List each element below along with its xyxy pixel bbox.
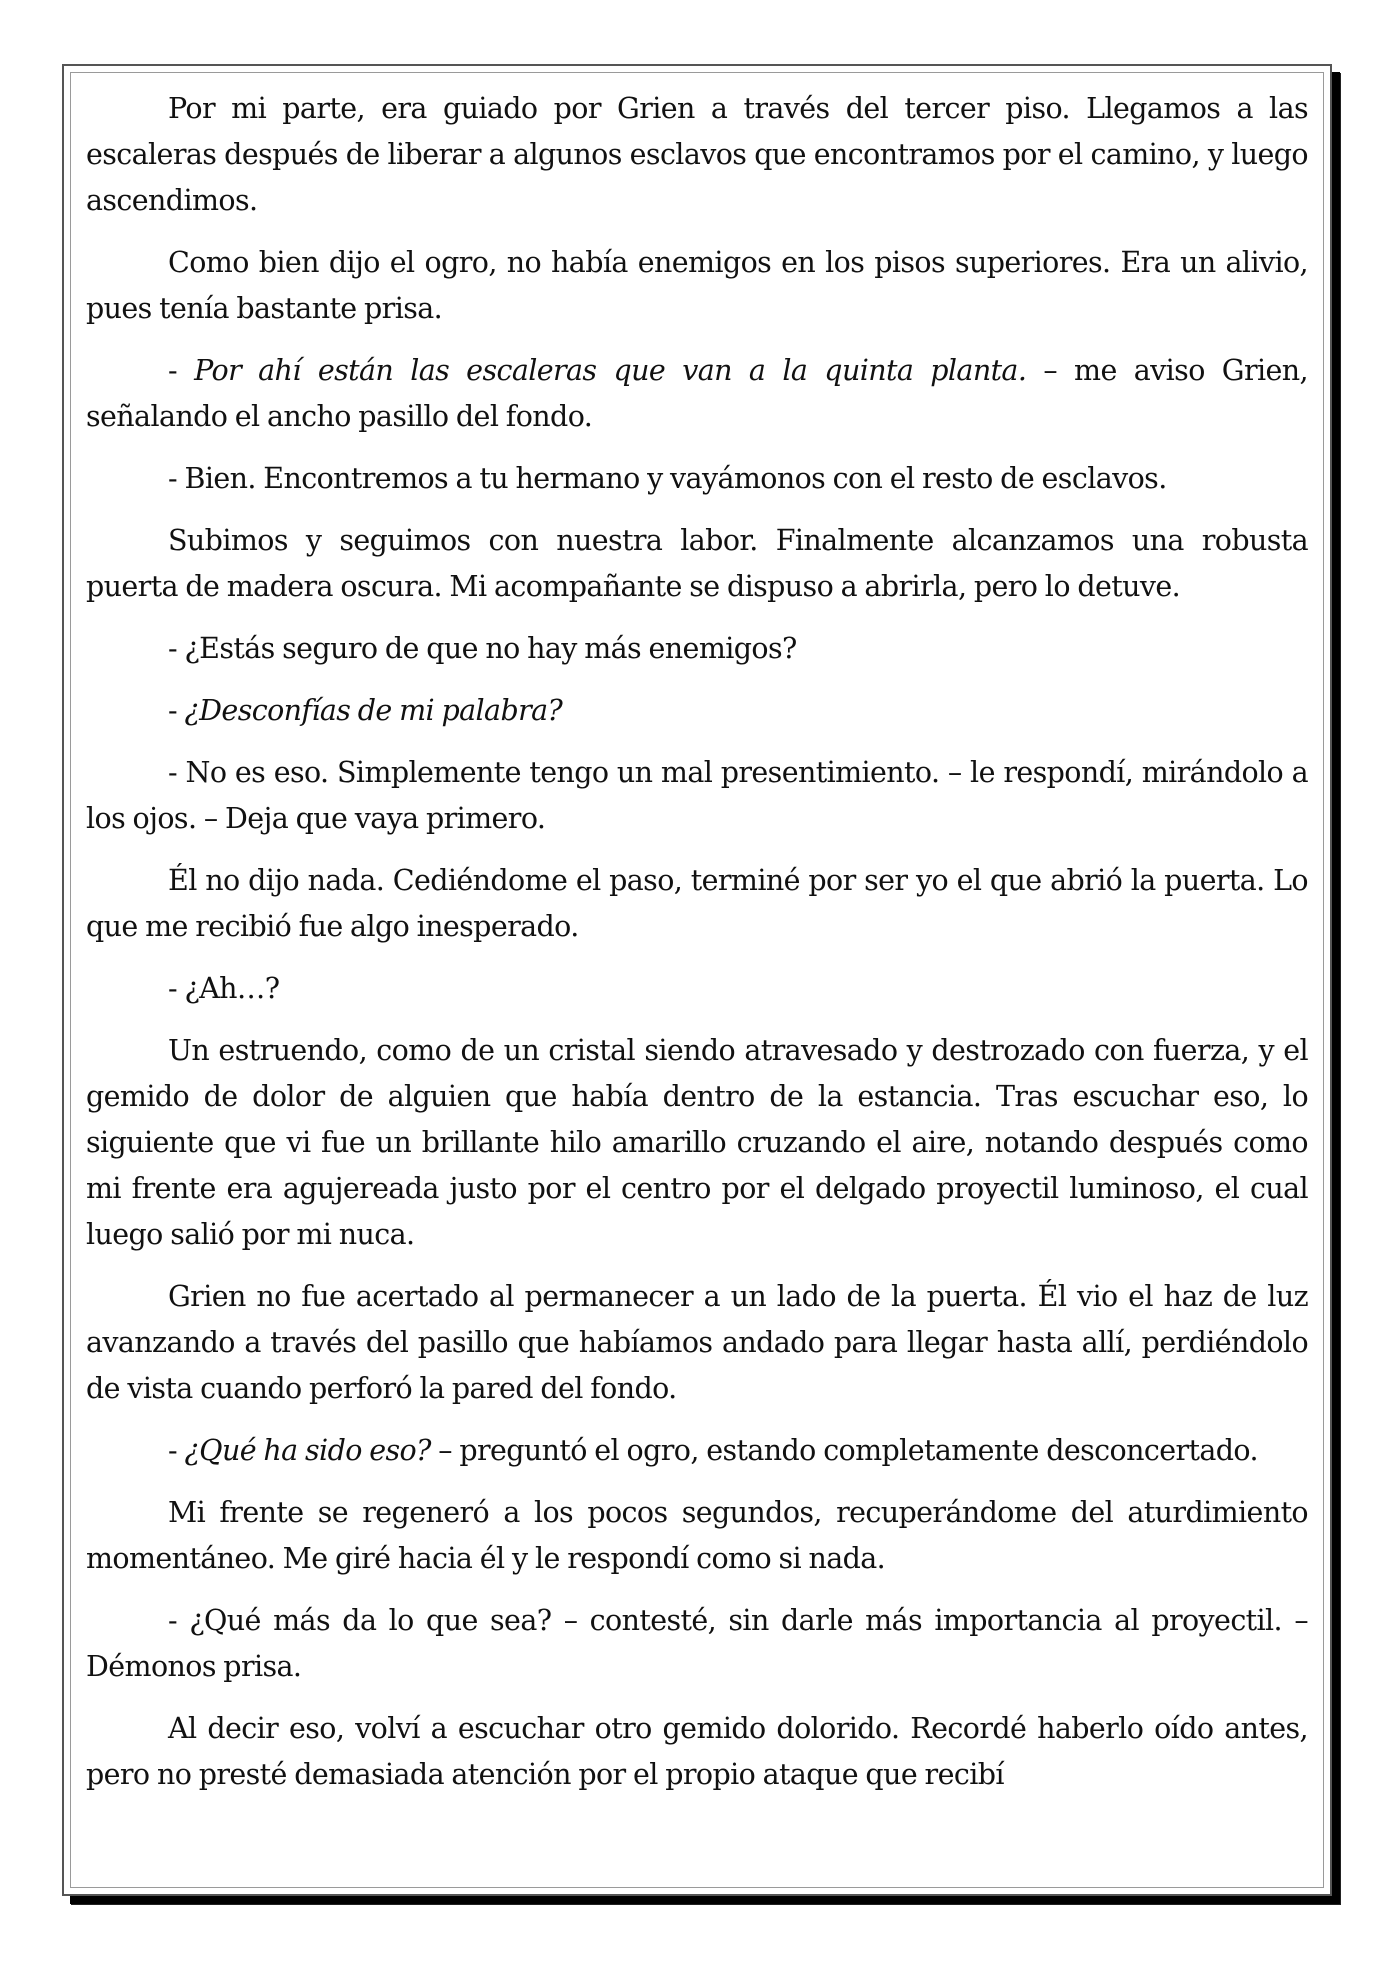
paragraph [86, 1490, 1308, 1582]
dialogue-line [86, 1598, 1308, 1690]
paragraph-text: Subimos y seguimos con nuestra labor. Finalmente alcanzamos una robusta puerta de madera oscura. Mi acompañante se dispuso a abrirla, pero lo detuve. [86, 524, 1308, 603]
dialogue-line [86, 1428, 1308, 1474]
dialogue-line [86, 966, 1308, 1012]
paragraph [86, 1274, 1308, 1412]
paragraph [86, 1028, 1308, 1258]
paragraph-text: Él no dijo nada. Cediéndome el paso, terminé por ser yo el que abrió la puerta. Lo que me recibió fue algo inesperado. [86, 864, 1308, 943]
paragraph-text: Mi frente se regeneró a los pocos segundos, recuperándome del aturdimiento momentáneo. Me giré hacia él y le respondí como si nada. [86, 1496, 1308, 1575]
dialogue-dash: - [168, 694, 185, 727]
page-frame [62, 64, 1332, 1896]
dialogue-speech: - ¿Ah…? [168, 972, 280, 1005]
paragraph [86, 1706, 1308, 1798]
dialogue-speech: - ¿Estás seguro de que no hay más enemigos? [168, 632, 797, 665]
paragraph [86, 240, 1308, 332]
dialogue-line [86, 456, 1308, 502]
paragraph-text: Al decir eso, volví a escuchar otro gemido dolorido. Recordé haberlo oído antes, pero no presté demasiada atención por el propio ataque que recibí [86, 1712, 1308, 1791]
dialogue-line [86, 688, 1308, 734]
paragraph [86, 86, 1308, 224]
dialogue-narration: – me aviso Grien, señalando el ancho pasillo del fondo. [86, 354, 1308, 433]
paragraph [86, 518, 1308, 610]
paragraph-text: Como bien dijo el ogro, no había enemigos en los pisos superiores. Era un alivio, pues tenía bastante prisa. [86, 246, 1308, 325]
paragraph-text: Un estruendo, como de un cristal siendo atravesado y destrozado con fuerza, y el gemido de dolor de alguien que había dentro de la estancia. Tras escuchar eso, lo siguiente que vi fue un brillante hilo amarillo cruzando el aire, notando después como mi frente era agujereada justo por el centro por el delgado proyectil luminoso, el cual luego salió por mi nuca. [86, 1034, 1308, 1251]
dialogue-speech: - ¿Qué más da lo que sea? – contesté, sin darle más importancia al proyectil. – Démonos prisa. [86, 1604, 1308, 1683]
dialogue-line [86, 750, 1308, 842]
dialogue-dash: - [168, 1434, 185, 1467]
dialogue-line [86, 626, 1308, 672]
dialogue-speech: ¿Qué ha sido eso? [184, 1434, 431, 1467]
dialogue-narration: – preguntó el ogro, estando completamente desconcertado. [430, 1434, 1258, 1467]
dialogue-dash: - [168, 354, 195, 387]
dialogue-speech: - Bien. Encontremos a tu hermano y vayámonos con el resto de esclavos. [168, 462, 1167, 495]
dialogue-speech: Por ahí están las escaleras que van a la quinta planta. [194, 354, 1027, 387]
paragraph [86, 858, 1308, 950]
dialogue-speech: ¿Desconfías de mi palabra? [184, 694, 563, 727]
document-body [86, 86, 1308, 1798]
dialogue-line [86, 348, 1308, 440]
paragraph-text: Grien no fue acertado al permanecer a un lado de la puerta. Él vio el haz de luz avanzando a través del pasillo que habíamos andado para llegar hasta allí, perdiéndolo de vista cuando perforó la pared del fondo. [86, 1280, 1308, 1405]
dialogue-speech: - No es eso. Simplemente tengo un mal presentimiento. – le respondí, mirándolo a los ojos. – Deja que vaya primero. [86, 756, 1308, 835]
paragraph-text: Por mi parte, era guiado por Grien a través del tercer piso. Llegamos a las escaleras después de liberar a algunos esclavos que encontramos por el camino, y luego ascendimos. [86, 92, 1308, 217]
